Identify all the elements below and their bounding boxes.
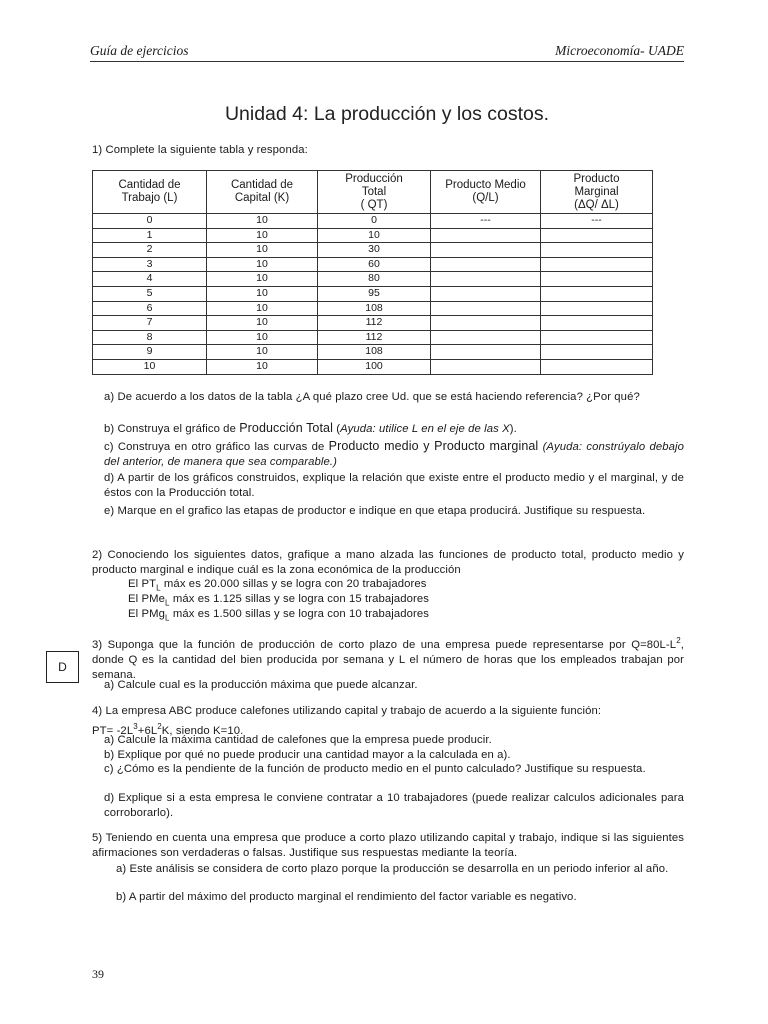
table-row xyxy=(93,316,653,331)
table-row xyxy=(93,345,653,360)
col-header-capital: Cantidad de Capital (K) xyxy=(207,171,318,214)
table-cell xyxy=(541,257,653,272)
table-cell: 10 xyxy=(207,330,318,345)
table-cell xyxy=(431,301,541,316)
ex2-line-3: El PMg$_L$ máx es 1.500 sillas y se logra con 10 trabajadores xyxy=(128,608,429,623)
ex1-question-a: a) De acuerdo a los datos de la tabla ¿A qué plazo cree Ud. que se está haciendo referencia? ¿Por qué? xyxy=(104,391,640,403)
table-cell: 10 xyxy=(207,301,318,316)
table-cell: 10 xyxy=(207,286,318,301)
ex4-question-b: b) Explique por qué no puede producir una cantidad mayor a la calculada en a). xyxy=(104,749,511,761)
table-cell: 0 xyxy=(318,214,431,229)
table-cell: 6 xyxy=(93,301,207,316)
table-cell xyxy=(541,272,653,287)
table-cell: 5 xyxy=(93,286,207,301)
production-table xyxy=(92,170,653,375)
page-title: Unidad 4: La producción y los costos. xyxy=(224,103,550,125)
table-cell: 60 xyxy=(318,257,431,272)
table-cell xyxy=(431,316,541,331)
table-cell xyxy=(541,359,653,374)
ex5-statement-b: b) A partir del máximo del producto marginal el rendimiento del factor variable es negativo. xyxy=(116,891,577,903)
table-cell xyxy=(431,345,541,360)
ex1-intro: 1) Complete la siguiente tabla y responda: xyxy=(92,144,308,156)
table-row xyxy=(93,257,653,272)
header-rule xyxy=(90,61,684,62)
table-cell: 80 xyxy=(318,272,431,287)
table-row xyxy=(93,214,653,229)
table-cell: 0 xyxy=(93,214,207,229)
ex1-question-e: e) Marque en el grafico las etapas de productor e indique en que etapa producirá. Justifique su respuesta. xyxy=(104,505,646,517)
ex4-question-a: a) Calcule la máxima cantidad de calefones que la empresa puede producir. xyxy=(104,734,492,746)
table-cell: 10 xyxy=(207,228,318,243)
table-cell xyxy=(431,272,541,287)
table-cell: 10 xyxy=(207,345,318,360)
table-cell: 10 xyxy=(207,272,318,287)
col-header-labor: Cantidad de Trabajo (L) xyxy=(93,171,207,214)
table-cell xyxy=(541,316,653,331)
table-row xyxy=(93,359,653,374)
table-row xyxy=(93,243,653,258)
ex3-question-a: a) Calcule cual es la producción máxima que puede alcanzar. xyxy=(104,679,418,691)
table-cell: 108 xyxy=(318,301,431,316)
table-cell: 7 xyxy=(93,316,207,331)
table-cell: 10 xyxy=(207,214,318,229)
table-cell xyxy=(431,330,541,345)
table-cell xyxy=(431,243,541,258)
ex4-line-2: $PT= -2L^3+6L^2K$, siendo K=10. xyxy=(92,722,244,737)
table-cell: --- xyxy=(431,214,541,229)
table-cell xyxy=(541,301,653,316)
table-header-row xyxy=(93,171,653,214)
table-cell: 1 xyxy=(93,228,207,243)
col-header-average-product: Producto Medio (Q/L) xyxy=(431,171,541,214)
table-row xyxy=(93,330,653,345)
table-cell: 10 xyxy=(207,359,318,374)
table-cell: 10 xyxy=(207,243,318,258)
table-cell: 10 xyxy=(207,257,318,272)
table-cell: 10 xyxy=(207,316,318,331)
table-cell: 10 xyxy=(93,359,207,374)
table-cell: 112 xyxy=(318,316,431,331)
table-cell: 100 xyxy=(318,359,431,374)
ex2-intro: 2) Conociendo los siguientes datos, grafique a mano alzada las funciones de producto total, producto medio y producto marginal e indique cuál es la zona económica de la producción xyxy=(92,549,684,576)
ex2-line-2: El PMe$_L$ máx es 1.125 sillas y se logra con 15 trabajadores xyxy=(128,593,429,608)
table-cell xyxy=(431,228,541,243)
table-row xyxy=(93,301,653,316)
page-number: 39 xyxy=(92,967,104,981)
table-cell: 3 xyxy=(93,257,207,272)
header-left: Guía de ejercicios xyxy=(90,43,189,58)
ex1-question-d: d) A partir de los gráficos construidos, explique la relación que existe entre el producto medio y el marginal, y de éstos con la Producción total. xyxy=(104,472,684,499)
ex4-line-1: 4) La empresa ABC produce calefones utilizando capital y trabajo de acuerdo a la siguiente función: xyxy=(92,705,602,717)
ex4-question-d: d) Explique si a esta empresa le conviene contratar a 10 trabajadores (puede realizar calculos adicionales para corroborarlo). xyxy=(104,792,684,819)
ex2-line-1: El $PT_L$ máx es 20.000 sillas y se logra con 20 trabajadores xyxy=(128,578,427,593)
table-cell xyxy=(541,345,653,360)
table-row xyxy=(93,228,653,243)
table-cell xyxy=(431,359,541,374)
table-cell: 10 xyxy=(318,228,431,243)
table-cell: 112 xyxy=(318,330,431,345)
table-cell xyxy=(431,257,541,272)
table-cell: 2 xyxy=(93,243,207,258)
ex5-statement-a: a) Este análisis se considera de corto plazo porque la producción se desarrolla en un periodo inferior al año. xyxy=(116,863,669,875)
table-cell xyxy=(541,228,653,243)
table-cell: 108 xyxy=(318,345,431,360)
table-cell: 30 xyxy=(318,243,431,258)
table-cell: --- xyxy=(541,214,653,229)
table-cell: 9 xyxy=(93,345,207,360)
table-cell: 95 xyxy=(318,286,431,301)
table-row xyxy=(93,286,653,301)
table-cell xyxy=(541,243,653,258)
table-cell xyxy=(541,330,653,345)
ex5-intro: 5) Teniendo en cuenta una empresa que produce a corto plazo utilizando capital y trabajo, indique si las siguientes afirmaciones son verdaderas o falsas. Justifique sus respuestas mediante la teoría. xyxy=(92,832,684,859)
table-cell xyxy=(541,286,653,301)
table-cell: 8 xyxy=(93,330,207,345)
ex3-text: 3) Suponga que la función de producción de corto plazo de una empresa puede representarse por $Q=80L-L^2$, donde Q es la cantidad del bien producida por semana y L el número de horas que los empleados trabajan por semana. xyxy=(92,636,684,681)
col-header-marginal-product: Producto Marginal (ΔQ/ ΔL) xyxy=(541,171,653,214)
col-header-total-product: Producción Total ( QT) xyxy=(318,171,431,214)
ex1-question-c: c) Construya en otro gráfico las curvas de Producto medio y Producto marginal (Ayuda: constrúyalo debajo del anterior, de manera que sea comparable.) xyxy=(104,439,684,468)
table-body xyxy=(93,214,653,375)
table-cell xyxy=(431,286,541,301)
margin-letter-box: D xyxy=(46,651,79,683)
header-right: Microeconomía- UADE xyxy=(555,43,684,58)
ex4-question-c: c) ¿Cómo es la pendiente de la función de producto medio en el punto calculado? Justifique su respuesta. xyxy=(104,763,646,775)
ex1-question-b: b) Construya el gráfico de Producción Total (Ayuda: utilice L en el eje de las X). xyxy=(104,421,517,435)
table-cell: 4 xyxy=(93,272,207,287)
table-row xyxy=(93,272,653,287)
